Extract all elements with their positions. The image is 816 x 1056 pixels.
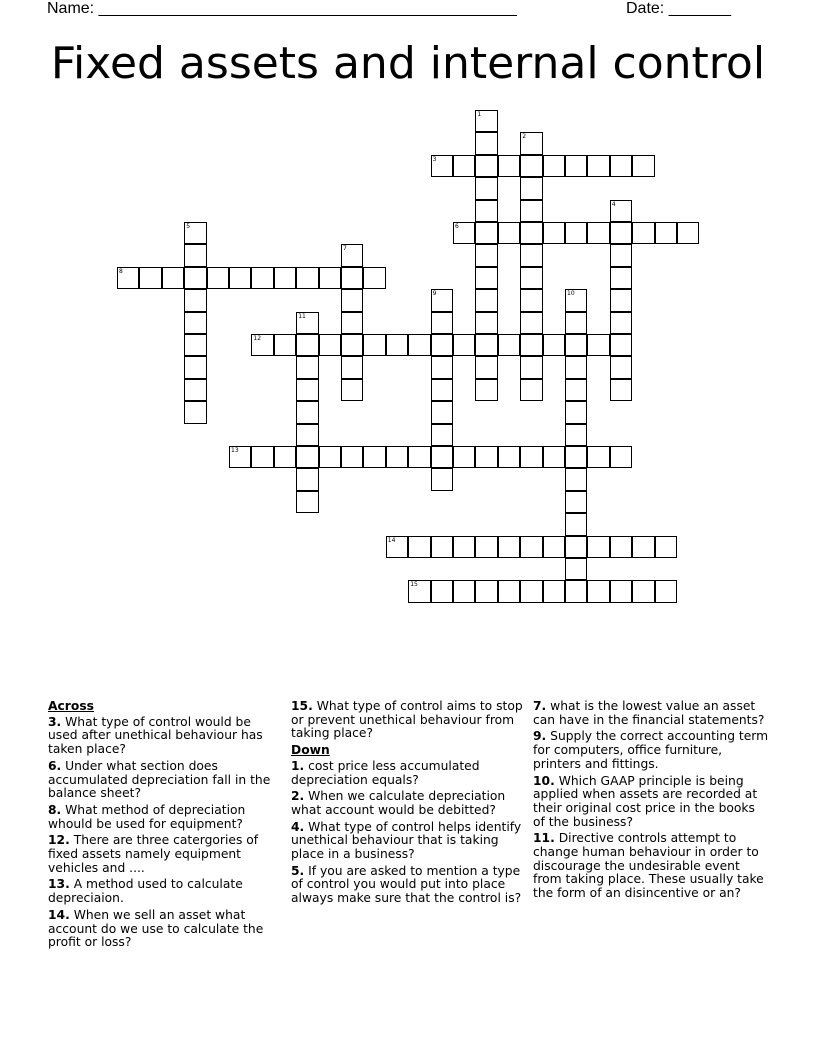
name-field: Name: _______________________________________________ <box>47 0 517 17</box>
grid-cell[interactable] <box>117 267 139 289</box>
grid-cell[interactable] <box>453 155 475 177</box>
grid-cell[interactable] <box>565 334 587 356</box>
page-title: Fixed assets and internal control <box>50 38 766 89</box>
grid-cell[interactable] <box>184 379 206 401</box>
grid-cell[interactable] <box>475 312 497 334</box>
clue-text: Which GAAP principle is being applied when assets are recorded at their original cost price in the books of the business? <box>533 773 758 829</box>
grid-cell[interactable] <box>475 200 497 222</box>
grid-cell[interactable] <box>655 580 677 602</box>
grid-cell[interactable] <box>453 334 475 356</box>
cell-number: 2 <box>522 133 527 141</box>
grid-cell[interactable] <box>565 446 587 468</box>
grid-cell[interactable] <box>610 289 632 311</box>
clue-across-13 <box>48 878 280 905</box>
clue-text: What type of control aims to stop or prevent unethical behaviour from taking place? <box>291 699 523 741</box>
clue-text: There are three catergories of fixed assets namely equipment vehicles and .... <box>48 833 259 875</box>
grid-cell[interactable] <box>296 379 318 401</box>
clue-number: 11. <box>533 831 555 846</box>
grid-cell[interactable] <box>431 312 453 334</box>
clue-text: A method used to calculate depreciaion. <box>48 877 243 906</box>
clues-column-1 <box>48 700 280 953</box>
grid-cell[interactable] <box>498 222 520 244</box>
grid-cell[interactable] <box>229 446 251 468</box>
grid-cell[interactable] <box>632 222 654 244</box>
grid-cell[interactable] <box>431 334 453 356</box>
grid-cell[interactable] <box>587 446 609 468</box>
grid-cell[interactable] <box>453 580 475 602</box>
grid-cell[interactable] <box>610 222 632 244</box>
clue-number: 7. <box>533 699 547 713</box>
clue-number: 9. <box>533 729 547 744</box>
grid-cell[interactable] <box>610 580 632 602</box>
clue-down-2 <box>291 790 527 817</box>
grid-cell[interactable] <box>632 155 654 177</box>
clue-number: 15. <box>291 699 313 713</box>
grid-cell[interactable] <box>453 222 475 244</box>
clue-text: What method of depreciation whould be used for equipment? <box>48 802 246 831</box>
grid-cell[interactable] <box>431 446 453 468</box>
grid-cell[interactable] <box>296 401 318 423</box>
clue-number: 10. <box>533 773 555 788</box>
grid-cell[interactable] <box>565 379 587 401</box>
clues-column-3 <box>533 700 769 904</box>
grid-cell[interactable] <box>520 222 542 244</box>
grid-cell[interactable] <box>184 312 206 334</box>
grid-cell[interactable] <box>610 200 632 222</box>
cell-number: 4 <box>611 200 616 208</box>
grid-cell[interactable] <box>565 491 587 513</box>
clue-across-12 <box>48 834 280 875</box>
clue-number: 3. <box>48 714 62 729</box>
grid-cell[interactable] <box>565 424 587 446</box>
clue-text: Directive controls attempt to change human behaviour in order to discourage the undesirable event from taking place. These usually take the form of an disincentive or an? <box>533 831 764 901</box>
clue-text: Supply the correct accounting term for computers, office furniture, printers and fittings. <box>533 729 769 771</box>
clue-text: cost price less accumulated depreciation equals? <box>291 758 480 787</box>
grid-cell[interactable] <box>520 334 542 356</box>
cell-number: 13 <box>231 447 239 454</box>
grid-cell[interactable] <box>475 155 497 177</box>
down-heading: Down <box>291 743 330 758</box>
clue-text: What type of control would be used after unethical behaviour has taken place? <box>48 714 263 757</box>
grid-cell[interactable] <box>431 468 453 490</box>
grid-cell[interactable] <box>543 155 565 177</box>
clue-text: When we sell an asset what account do we use to calculate the profit or loss? <box>48 907 264 950</box>
clue-down-7 <box>533 700 769 727</box>
grid-cell[interactable] <box>162 267 184 289</box>
clue-across-3 <box>48 716 280 757</box>
grid-cell[interactable] <box>610 312 632 334</box>
grid-cell[interactable] <box>475 379 497 401</box>
grid-cell[interactable] <box>520 155 542 177</box>
clues-column-2 <box>291 700 527 909</box>
grid-cell[interactable] <box>498 536 520 558</box>
grid-cell[interactable] <box>296 312 318 334</box>
grid-cell[interactable] <box>251 446 273 468</box>
grid-cell[interactable] <box>610 536 632 558</box>
cell-number: 8 <box>119 267 123 275</box>
clue-down-10 <box>533 775 769 830</box>
cell-number: 1 <box>477 111 482 118</box>
grid-cell[interactable] <box>565 356 587 378</box>
cell-number: 15 <box>410 581 418 589</box>
grid-cell[interactable] <box>363 334 385 356</box>
cell-number: 6 <box>455 223 459 230</box>
grid-cell[interactable] <box>431 401 453 423</box>
grid-cell[interactable] <box>296 356 318 378</box>
cell-number: 9 <box>432 290 437 298</box>
clue-number: 5. <box>291 863 305 878</box>
grid-cell[interactable] <box>229 267 251 289</box>
grid-cell[interactable] <box>296 424 318 446</box>
clue-across-14 <box>48 909 280 950</box>
grid-cell[interactable] <box>632 580 654 602</box>
grid-cell[interactable] <box>341 267 363 289</box>
grid-cell[interactable] <box>610 356 632 378</box>
grid-cell[interactable] <box>587 334 609 356</box>
clue-number: 14. <box>48 907 70 922</box>
grid-cell[interactable] <box>431 580 453 602</box>
grid-cell[interactable] <box>587 222 609 244</box>
grid-cell[interactable] <box>565 312 587 334</box>
grid-cell[interactable] <box>520 580 542 602</box>
grid-cell[interactable] <box>363 267 385 289</box>
grid-cell[interactable] <box>207 267 229 289</box>
grid-cell[interactable] <box>543 334 565 356</box>
grid-cell[interactable] <box>139 267 161 289</box>
date-field: Date: _______ <box>626 0 731 17</box>
clue-number: 2. <box>291 789 305 804</box>
grid-cell[interactable] <box>386 536 408 558</box>
grid-cell[interactable] <box>408 580 430 602</box>
grid-cell[interactable] <box>655 536 677 558</box>
grid-cell[interactable] <box>565 580 587 602</box>
grid-cell[interactable] <box>475 580 497 602</box>
grid-cell[interactable] <box>677 222 699 244</box>
grid-cell[interactable] <box>431 289 453 311</box>
grid-cell[interactable] <box>184 244 206 266</box>
clue-text: Under what section does accumulated depreciation fall in the balance sheet? <box>48 758 271 801</box>
grid-cell[interactable] <box>543 580 565 602</box>
grid-cell[interactable] <box>296 334 318 356</box>
grid-cell[interactable] <box>565 401 587 423</box>
grid-cell[interactable] <box>475 222 497 244</box>
grid-cell[interactable] <box>319 267 341 289</box>
clue-down-9 <box>533 730 769 771</box>
grid-cell[interactable] <box>520 267 542 289</box>
grid-cell[interactable] <box>520 177 542 199</box>
cell-number: 7 <box>343 245 347 253</box>
grid-cell[interactable] <box>543 222 565 244</box>
grid-cell[interactable] <box>431 379 453 401</box>
clue-text: When we calculate depreciation what account would be debitted? <box>291 789 506 817</box>
grid-cell[interactable] <box>610 446 632 468</box>
grid-cell[interactable] <box>475 536 497 558</box>
clue-down-11 <box>533 832 769 901</box>
clue-number: 13. <box>48 877 70 892</box>
clue-number: 6. <box>48 758 62 773</box>
grid-cell[interactable] <box>184 289 206 311</box>
grid-cell[interactable] <box>408 536 430 558</box>
grid-cell[interactable] <box>274 267 296 289</box>
grid-cell[interactable] <box>184 356 206 378</box>
grid-cell[interactable] <box>296 446 318 468</box>
clue-across-8 <box>48 804 280 831</box>
grid-cell[interactable] <box>565 513 587 535</box>
grid-cell[interactable] <box>386 446 408 468</box>
grid-cell[interactable] <box>610 379 632 401</box>
grid-cell[interactable] <box>587 580 609 602</box>
grid-cell[interactable] <box>184 267 206 289</box>
clue-across-6 <box>48 760 280 801</box>
grid-cell[interactable] <box>475 132 497 154</box>
grid-cell[interactable] <box>475 267 497 289</box>
clue-down-4 <box>291 821 527 862</box>
grid-cell[interactable] <box>296 491 318 513</box>
grid-cell[interactable] <box>520 132 542 154</box>
grid-cell[interactable] <box>341 334 363 356</box>
grid-cell[interactable] <box>498 446 520 468</box>
grid-cell[interactable] <box>296 468 318 490</box>
grid-cell[interactable] <box>520 446 542 468</box>
clue-down-1 <box>291 760 527 787</box>
grid-cell[interactable] <box>341 446 363 468</box>
across-heading: Across <box>48 699 94 713</box>
clue-number: 1. <box>291 758 305 773</box>
grid-cell[interactable] <box>520 200 542 222</box>
clue-down-5 <box>291 865 527 906</box>
cell-number: 10 <box>567 290 575 298</box>
grid-cell[interactable] <box>520 244 542 266</box>
grid-cell[interactable] <box>184 334 206 356</box>
grid-cell[interactable] <box>431 356 453 378</box>
grid-cell[interactable] <box>251 334 273 356</box>
grid-cell[interactable] <box>543 536 565 558</box>
grid-cell[interactable] <box>475 244 497 266</box>
clue-text: If you are asked to mention a type of control you would put into place always make sure that the control is? <box>291 863 522 906</box>
grid-cell[interactable] <box>498 334 520 356</box>
grid-cell[interactable] <box>520 289 542 311</box>
grid-cell[interactable] <box>475 289 497 311</box>
cell-number: 12 <box>253 335 262 342</box>
grid-cell[interactable] <box>610 155 632 177</box>
grid-cell[interactable] <box>475 356 497 378</box>
cell-number: 11 <box>298 312 306 320</box>
clue-text: What type of control helps identify unethical behaviour that is taking place in a business? <box>291 819 522 862</box>
clue-text: what is the lowest value an asset can have in the financial statements? <box>533 699 765 727</box>
cell-number: 5 <box>186 223 191 230</box>
grid-cell[interactable] <box>386 334 408 356</box>
grid-cell[interactable] <box>520 312 542 334</box>
grid-cell[interactable] <box>431 155 453 177</box>
grid-cell[interactable] <box>341 244 363 266</box>
grid-cell[interactable] <box>610 244 632 266</box>
grid-cell[interactable] <box>251 267 273 289</box>
grid-cell[interactable] <box>274 334 296 356</box>
grid-cell[interactable] <box>341 289 363 311</box>
grid-cell[interactable] <box>274 446 296 468</box>
grid-cell[interactable] <box>498 155 520 177</box>
grid-cell[interactable] <box>565 222 587 244</box>
grid-cell[interactable] <box>587 536 609 558</box>
grid-cell[interactable] <box>453 446 475 468</box>
grid-cell[interactable] <box>565 536 587 558</box>
grid-cell[interactable] <box>565 155 587 177</box>
grid-cell[interactable] <box>632 536 654 558</box>
grid-cell[interactable] <box>655 222 677 244</box>
grid-cell[interactable] <box>184 222 206 244</box>
clue-number: 12. <box>48 833 70 848</box>
grid-cell[interactable] <box>610 334 632 356</box>
grid-cell[interactable] <box>408 446 430 468</box>
grid-cell[interactable] <box>408 334 430 356</box>
grid-cell[interactable] <box>565 289 587 311</box>
grid-cell[interactable] <box>475 177 497 199</box>
grid-cell[interactable] <box>296 267 318 289</box>
grid-cell[interactable] <box>543 446 565 468</box>
grid-cell[interactable] <box>475 110 497 132</box>
cell-number: 3 <box>432 155 437 163</box>
grid-cell[interactable] <box>453 536 475 558</box>
grid-cell[interactable] <box>475 334 497 356</box>
clue-number: 8. <box>48 802 62 817</box>
grid-cell[interactable] <box>520 379 542 401</box>
grid-cell[interactable] <box>341 312 363 334</box>
grid-cell[interactable] <box>520 536 542 558</box>
clue-across-15 <box>291 700 527 741</box>
grid-cell[interactable] <box>565 558 587 580</box>
cell-number: 14 <box>387 536 396 544</box>
grid-cell[interactable] <box>431 424 453 446</box>
grid-cell[interactable] <box>498 580 520 602</box>
grid-cell[interactable] <box>363 446 385 468</box>
clue-number: 4. <box>291 819 305 834</box>
grid-cell[interactable] <box>341 356 363 378</box>
grid-cell[interactable] <box>431 536 453 558</box>
grid-cell[interactable] <box>565 468 587 490</box>
grid-cell[interactable] <box>520 356 542 378</box>
grid-cell[interactable] <box>475 446 497 468</box>
grid-cell[interactable] <box>587 155 609 177</box>
grid-cell[interactable] <box>341 379 363 401</box>
grid-cell[interactable] <box>184 401 206 423</box>
grid-cell[interactable] <box>610 267 632 289</box>
grid-cell[interactable] <box>319 334 341 356</box>
grid-cell[interactable] <box>319 446 341 468</box>
